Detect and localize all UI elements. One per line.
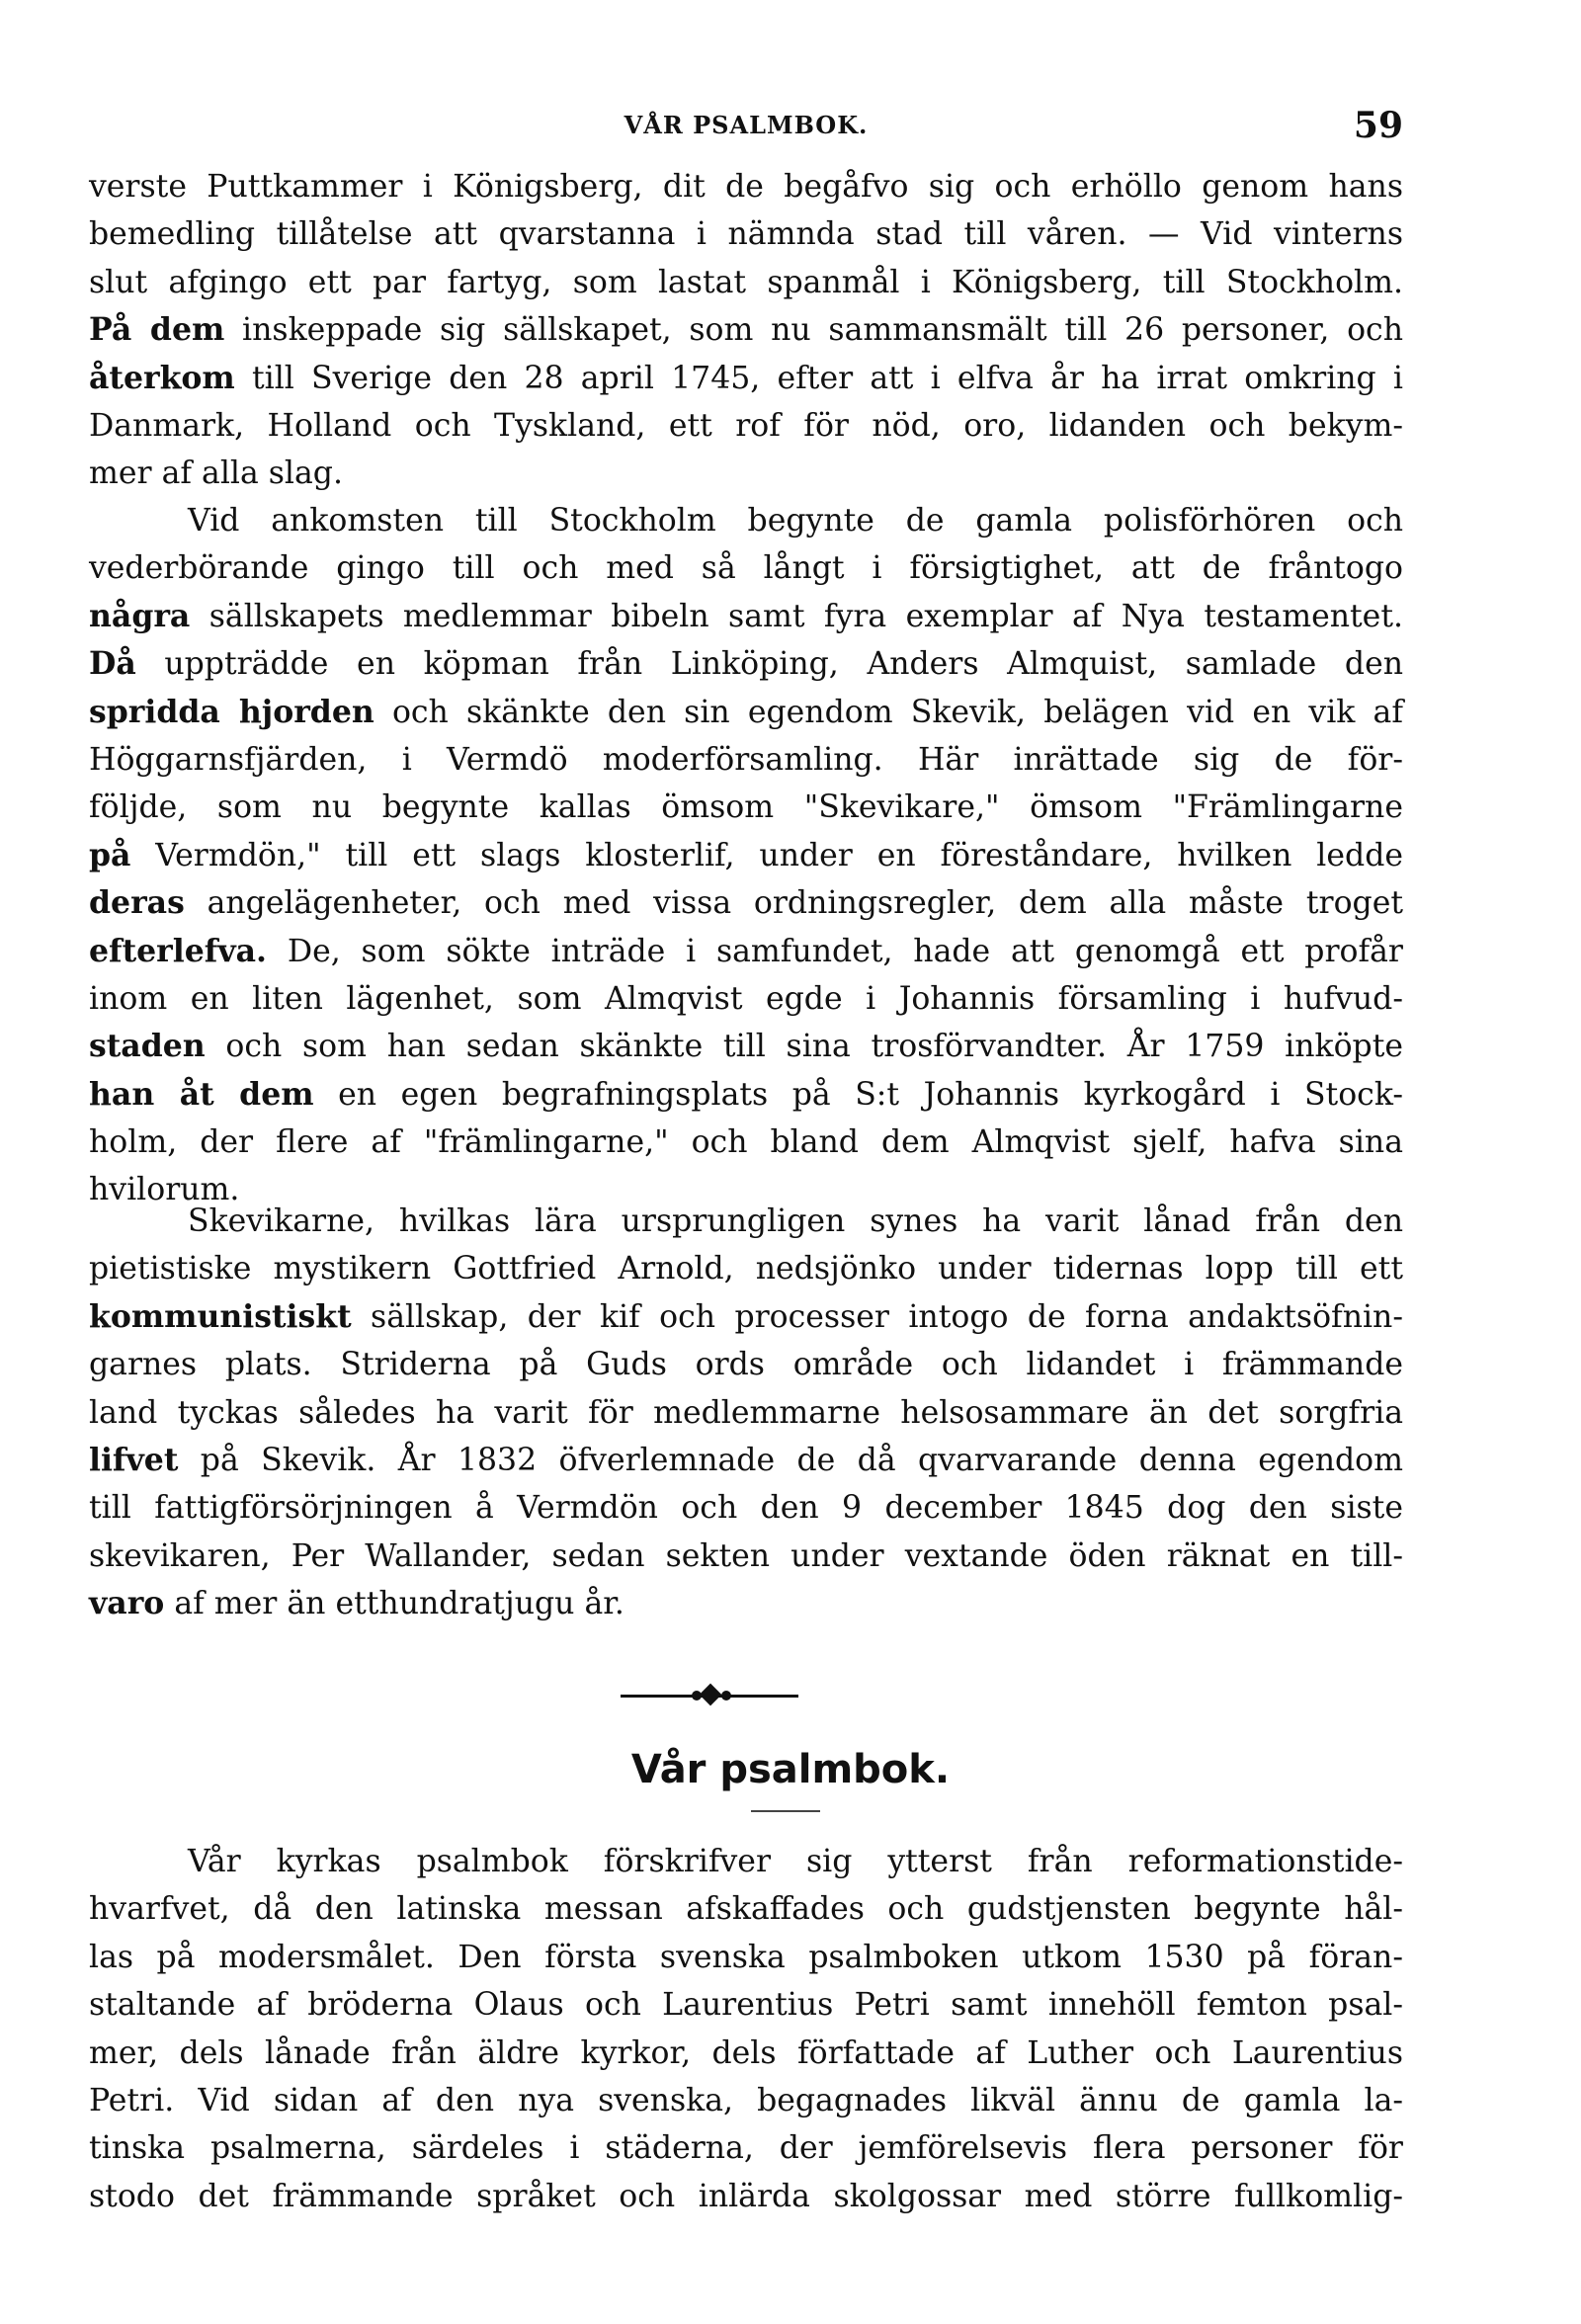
text-line: Vår kyrkas psalmbok förskrifver sig ytterst från reformationstide- [188,1844,1403,1879]
page-number: 59 [1353,105,1403,146]
text-line: hvarfvet, då den latinska messan afskaffades och gudstjensten begynte hål- [89,1891,1403,1928]
text-line: Vid ankomsten till Stockholm begynte de gamla polisförhören och [188,503,1403,539]
text-line: kommunistiskt sällskap, der kif och processer intogo de forna andaktsöfnin- [89,1297,1403,1335]
bold-lead-text: återkom [89,359,235,396]
bold-lead-text: på [89,836,131,873]
text-line: mer, dels lånade från äldre kyrkor, dels författade af Luther och Laurentius [89,2034,1403,2071]
text-line: staden och som han sedan skänkte till sina trosförvandter. År 1759 inköpte [89,1028,1403,1065]
text-line: vederbörande gingo till och med så långt i försigtighet, att de fråntogo [89,550,1403,587]
text-line: hvilorum. [89,1172,240,1208]
text-line: deras angelägenheter, och med vissa ordningsregler, dem alla måste troget [89,884,1403,922]
text-line: Skevikarne, hvilkas lära ursprungligen synes ha varit lånad från den [188,1204,1403,1239]
text-line: inom en liten lägenhet, som Almqvist egde i Johannis församling i hufvud- [89,980,1403,1017]
bold-lead-text: deras [89,884,185,922]
text-line: garnes plats. Striderna på Guds ords område och lidandet i främmande [89,1347,1403,1383]
heading-underline [751,1810,820,1812]
text-line: holm, der flere af "främlingarne," och bland dem Almqvist sjelf, hafva sina [89,1124,1403,1161]
text-line: några sällskapets medlemmar bibeln samt fyra exemplar af Nya testamentet. [89,597,1403,634]
text-line: verste Puttkammer i Königsberg, dit de begåfvo sig och erhöllo genom hans [89,169,1403,205]
bold-lead-text: Då [89,645,136,683]
bold-lead-text: efterlefva. [89,932,268,969]
bold-lead-text: varo [89,1585,165,1622]
bold-lead-text: några [89,597,191,634]
text-line: återkom till Sverige den 28 april 1745, efter att i elfva år ha irrat omkring i [89,359,1403,396]
bold-lead-text: kommunistiskt [89,1297,352,1335]
text-line: Petri. Vid sidan af den nya svenska, begagnades likväl ännu de gamla la- [89,2082,1403,2118]
text-line: på Vermdön," till ett slags klosterlif, under en föreståndare, hvilken ledde [89,836,1403,873]
text-line: mer af alla slag. [89,456,343,492]
text-line: följde, som nu begynte kallas ömsom "Skevikare," ömsom "Främlingarne [89,789,1403,826]
text-line: varo af mer än etthundratjugu år. [89,1585,624,1622]
text-line: land tyckas således ha varit för medlemmarne helsosammare än det sorgfria [89,1394,1403,1431]
text-line: staltande af bröderna Olaus och Laurentius Petri samt innehöll femton psal- [89,1987,1403,2024]
bold-lead-text: han åt dem [89,1075,314,1113]
text-line: till fattigförsörjningen å Vermdön och den 9 december 1845 dog den siste [89,1490,1403,1527]
section-heading: Vår psalmbok. [630,1747,951,1792]
running-title: VÅR PSALMBOK. [624,111,869,139]
text-line: stodo det främmande språket och inlärda skolgossar med större fullkomlig- [89,2178,1403,2214]
text-line: slut afgingo ett par fartyg, som lastat spanmål i Königsberg, till Stockholm. [89,264,1403,300]
paragraph-psalmbok [89,1838,1403,2220]
text-line: skevikaren, Per Wallander, sedan sekten under vextande öden räknat en till- [89,1537,1403,1574]
bold-lead-text: lifvet [89,1441,179,1478]
text-line: han åt dem en egen begrafningsplats på S:t Johannis kyrkogård i Stock- [89,1075,1403,1113]
text-line: Då uppträdde en köpman från Linköping, Anders Almquist, samlade den [89,645,1403,683]
text-line: Höggarnsfjärden, i Vermdö moderförsamling. Här inrättade sig de för- [89,741,1403,778]
bold-lead-text: spridda hjorden [89,693,374,730]
text-line: pietistiske mystikern Gottfried Arnold, nedsjönko under tidernas lopp till ett [89,1251,1403,1287]
paragraph-continued [89,163,1403,498]
text-line: På dem inskeppade sig sällskapet, som nu sammansmält till 26 personer, och [89,311,1403,349]
text-line: bemedling tillåtelse att qvarstanna i nämnda stad till våren. — Vid vinterns [89,216,1403,253]
text-line: Danmark, Holland och Tyskland, ett rof för nöd, oro, lidanden och bekym- [89,407,1403,444]
text-line: spridda hjorden och skänkte den sin egendom Skevik, belägen vid en vik af [89,693,1403,730]
bold-lead-text: På dem [89,311,225,349]
paragraph-arrival [89,497,1403,1214]
text-line: efterlefva. De, som sökte inträde i samfundet, hade att genomgå ett profår [89,932,1403,969]
text-line: tinska psalmerna, särdeles i städerna, der jemförelsevis flera personer för [89,2130,1403,2167]
paragraph-skevikarne [89,1198,1403,1628]
text-line: las på modersmålet. Den första svenska psalmboken utkom 1530 på föran- [89,1939,1403,1975]
running-head [89,105,1403,150]
text-line: lifvet på Skevik. År 1832 öfverlemnade de då qvarvarande denna egendom [89,1441,1403,1478]
bold-lead-text: staden [89,1028,206,1065]
section-divider-ornament [621,1686,798,1705]
